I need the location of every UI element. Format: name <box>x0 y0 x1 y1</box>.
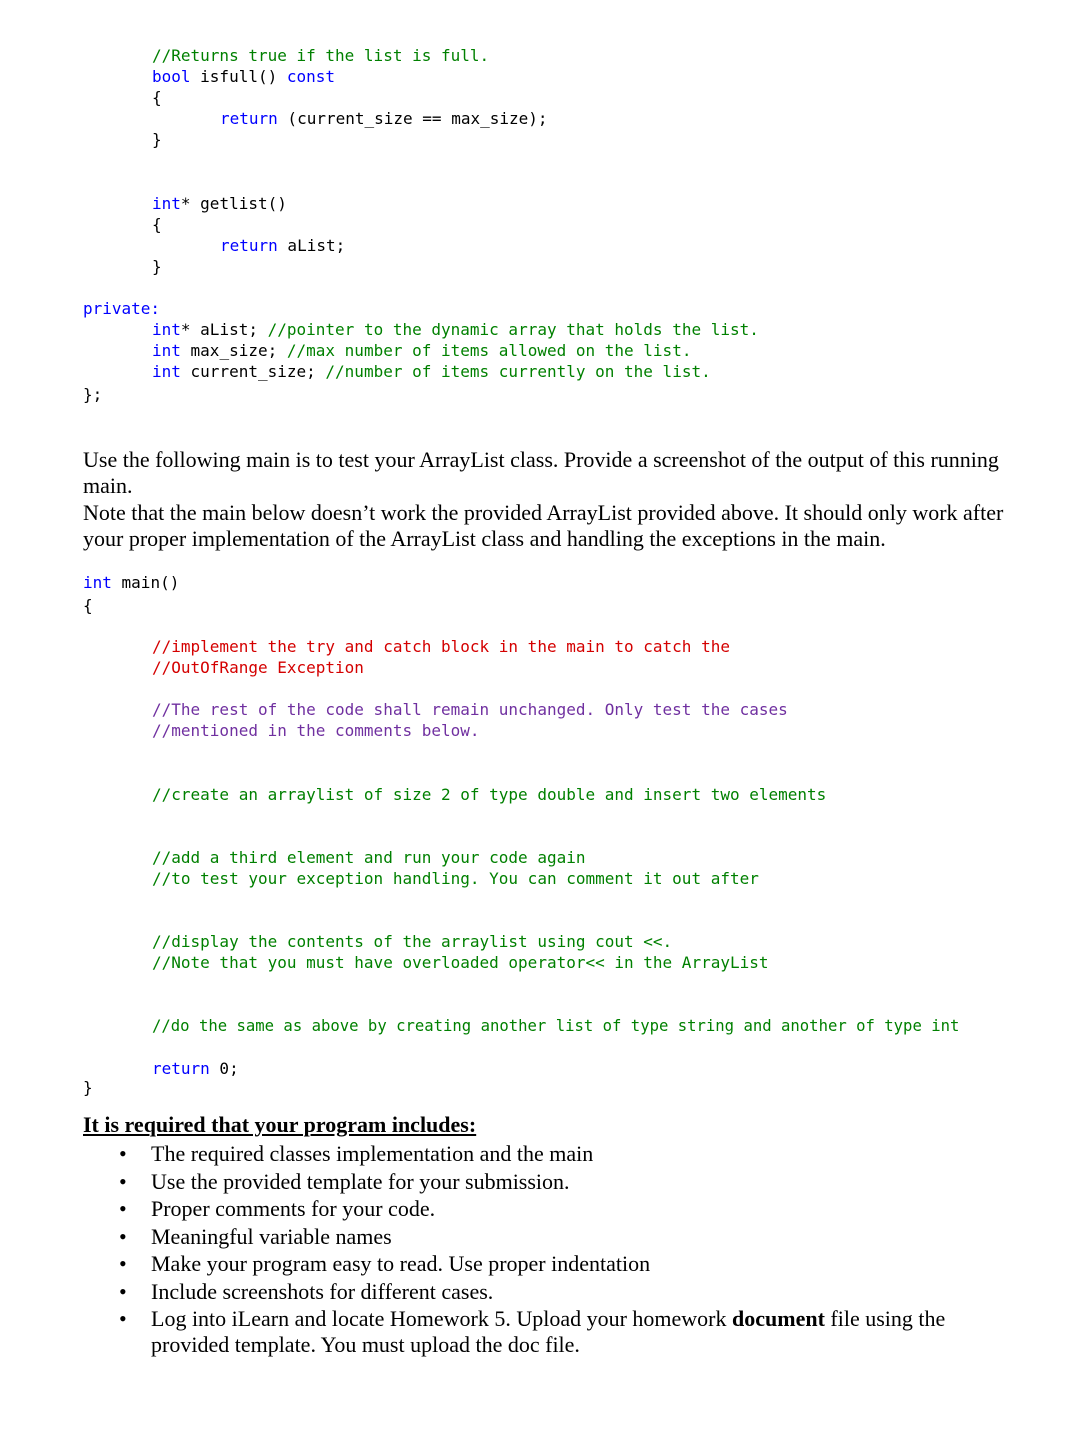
code-main-signature <box>83 572 179 593</box>
keyword-int: int <box>152 320 181 339</box>
comment-text: //Returns true if the list is full. <box>152 46 490 65</box>
function-name: isfull() <box>190 67 287 86</box>
list-item <box>83 1168 1023 1196</box>
list-item-text: Make your program easy to read. Use proper indentation <box>151 1251 651 1277</box>
member-declaration: max_size; <box>180 341 287 360</box>
code-purple-comment-1: //The rest of the code shall remain unchanged. Only test the cases <box>152 700 788 719</box>
keyword-return: return <box>220 109 278 128</box>
code-isfull-comment <box>152 45 489 66</box>
list-item-text: Proper comments for your code. <box>151 1196 436 1222</box>
member-declaration: current_size; <box>180 362 326 381</box>
bullet-icon: • <box>119 1196 127 1222</box>
list-item-text-before: Log into iLearn and locate Homework 5. Upload your homework <box>151 1305 733 1331</box>
code-private-label <box>83 298 160 319</box>
keyword-return: return <box>220 236 278 255</box>
list-item <box>83 1140 1023 1168</box>
member-comment: //number of items currently on the list. <box>325 362 711 381</box>
keyword-private: private: <box>83 299 161 318</box>
code-close-brace-1: } <box>152 130 162 149</box>
list-item-text: Include screenshots for different cases. <box>151 1278 494 1304</box>
code-class-end: }; <box>83 385 103 404</box>
code-close-brace-2: } <box>152 257 162 276</box>
function-name: * getlist() <box>180 194 287 213</box>
bullet-icon: • <box>119 1168 127 1194</box>
member-comment: //max number of items allowed on the list. <box>286 341 692 360</box>
code-red-comment-1: //implement the try and catch block in the main to catch the <box>152 637 730 656</box>
requirements-heading: It is required that your program includes: <box>83 1112 477 1137</box>
list-item-text-bold: document <box>732 1305 825 1331</box>
bullet-icon: • <box>119 1251 127 1277</box>
keyword-const: const <box>286 67 336 86</box>
keyword-int: int <box>83 573 112 592</box>
list-item <box>83 1223 1023 1251</box>
code-getlist-signature <box>152 193 287 214</box>
return-value: 0; <box>209 1059 239 1078</box>
code-purple-comment-2: //mentioned in the comments below. <box>152 721 480 740</box>
code-green-comment-1: //create an arraylist of size 2 of type double and insert two elements <box>152 785 827 804</box>
keyword-int: int <box>152 194 181 213</box>
code-open-brace-1: { <box>152 88 162 107</box>
list-item <box>83 1278 1023 1306</box>
code-main-return <box>152 1058 239 1079</box>
keyword-int: int <box>152 362 181 381</box>
code-green-comment-5: //Note that you must have overloaded operator<< in the ArrayList <box>152 953 769 972</box>
list-item-text: Meaningful variable names <box>151 1223 392 1249</box>
list-item-text-after: file using the provided template. You must upload the doc file. <box>151 1305 946 1357</box>
instruction-paragraph-1: Use the following main is to test your ArrayList class. Provide a screenshot of the output of this running main. <box>83 447 999 498</box>
code-member-max-size <box>152 340 691 361</box>
bullet-icon: • <box>119 1141 127 1166</box>
list-item-text: The required classes implementation and the main <box>151 1141 594 1166</box>
return-expression: (current_size == max_size); <box>277 109 548 128</box>
instruction-paragraph-2: Note that the main below doesn’t work the provided ArrayList provided above. It should only work after your proper implementation of the ArrayList class and handling the exceptions in the main. <box>83 500 1004 551</box>
requirements-list <box>83 1140 1023 1358</box>
keyword-return: return <box>152 1059 210 1078</box>
keyword-int: int <box>152 341 181 360</box>
code-red-comment-2: //OutOfRange Exception <box>152 658 364 677</box>
bullet-icon: • <box>119 1223 127 1249</box>
code-green-comment-2: //add a third element and run your code again <box>152 848 586 867</box>
member-comment: //pointer to the dynamic array that holds the list. <box>267 320 759 339</box>
code-return-1 <box>220 108 548 129</box>
list-item <box>83 1306 1023 1358</box>
code-green-comment-6: //do the same as above by creating another list of type string and another of type int <box>152 1017 960 1035</box>
code-return-2 <box>220 235 345 256</box>
code-member-alist <box>152 319 759 340</box>
bullet-icon: • <box>119 1305 127 1331</box>
bullet-icon: • <box>119 1278 127 1304</box>
code-main-open-brace: { <box>83 596 93 615</box>
keyword-bool: bool <box>152 67 191 86</box>
function-name: main() <box>111 573 180 592</box>
return-expression: aList; <box>277 236 346 255</box>
code-green-comment-4: //display the contents of the arraylist using cout <<. <box>152 932 673 951</box>
code-isfull-signature <box>152 66 335 87</box>
list-item <box>83 1195 1023 1223</box>
code-main-close-brace: } <box>83 1078 93 1097</box>
code-open-brace-2: { <box>152 215 162 234</box>
code-member-current-size <box>152 361 711 382</box>
code-green-comment-3: //to test your exception handling. You can comment it out after <box>152 869 759 888</box>
list-item <box>83 1250 1023 1278</box>
member-declaration: * aList; <box>180 320 268 339</box>
list-item-text: Use the provided template for your submission. <box>151 1168 570 1194</box>
